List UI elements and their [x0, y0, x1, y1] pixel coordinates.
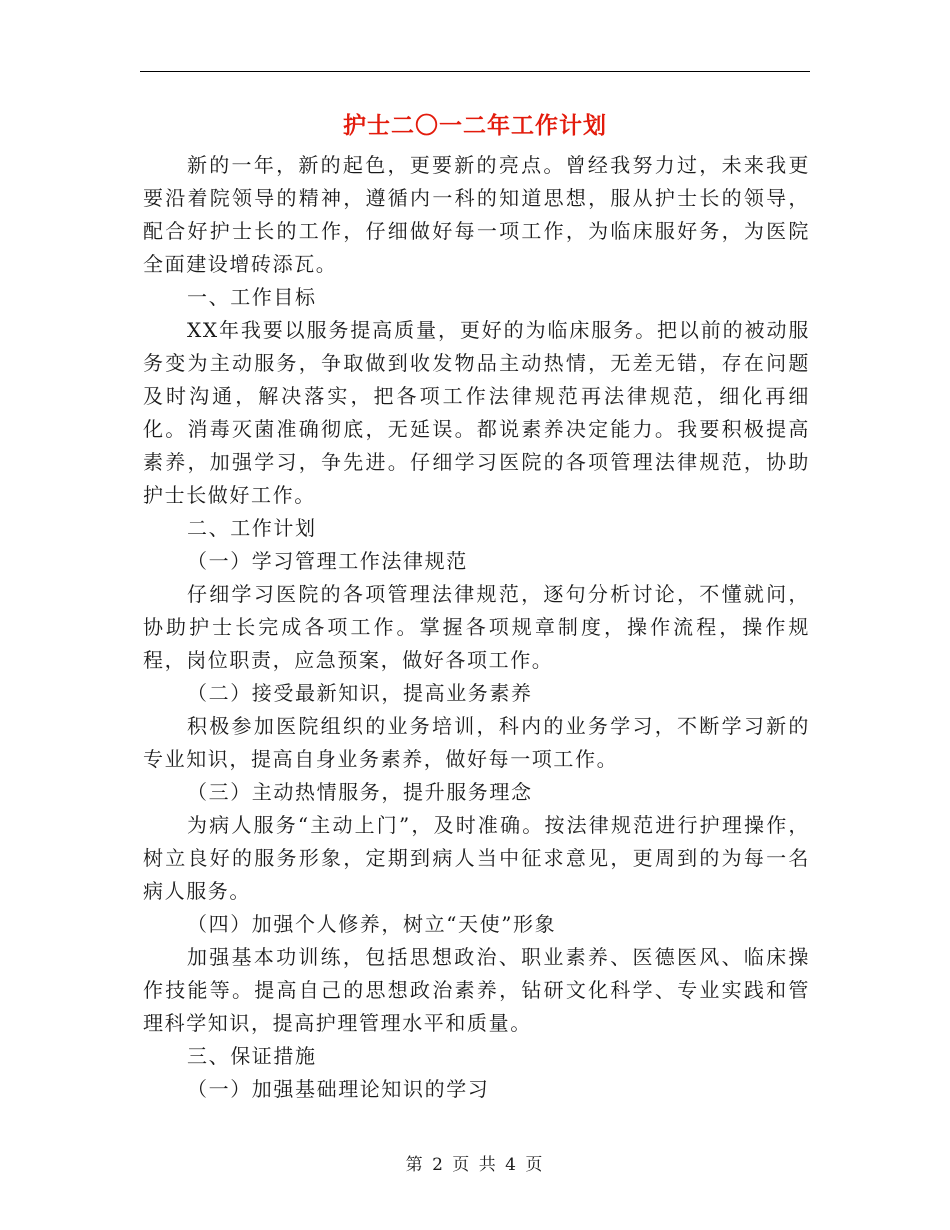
learn-rules-paragraph: 仔细学习医院的各项管理法律规范，逐句分析讨论，不懂就问，协助护士长完成各项工作。掌握各项规章制度，操作流程，操作规程，岗位职责，应急预案，做好各项工作。 — [143, 582, 810, 672]
page-number: 第 2 页 共 4 页 — [405, 1155, 545, 1175]
new-knowledge-paragraph: 积极参加医院组织的业务培训，科内的业务学习，不断学习新的专业知识，提高自身业务素养，做好每一项工作。 — [143, 714, 810, 771]
header-rule — [140, 71, 810, 72]
subheading-service: （三）主动热情服务，提升服务理念 — [187, 780, 533, 804]
subheading-new-knowledge: （二）接受最新知识，提高业务素养 — [187, 681, 533, 705]
subheading-self-cultivation: （四）加强个人修养，树立“天使”形象 — [187, 912, 557, 936]
subheading-theory-study: （一）加强基础理论知识的学习 — [187, 1077, 490, 1101]
subheading-learn-rules: （一）学习管理工作法律规范 — [187, 549, 468, 573]
document-body — [143, 149, 810, 1106]
section-heading-measures: 三、保证措施 — [187, 1044, 317, 1068]
goals-paragraph: XX年我要以服务提高质量，更好的为临床服务。把以前的被动服务变为主动服务，争取做到收发物品主动热情，无差无错，存在问题及时沟通，解决落实，把各项工作法律规范再法律规范，细化再细化。消毒灭菌准确彻底，无延误。都说素养决定能力。我要积极提高素养，加强学习，争先进。仔细学习医院的各项管理法律规范，协助护士长做好工作。 — [143, 318, 810, 507]
section-heading-plan: 二、工作计划 — [187, 516, 317, 540]
intro-paragraph: 新的一年，新的起色，更要新的亮点。曾经我努力过，未来我更要沿着院领导的精神，遵循内一科的知道思想，服从护士长的领导，配合好护士长的工作，仔细做好每一项工作，为临床服好务，为医院全面建设增砖添瓦。 — [143, 153, 810, 276]
self-cultivation-paragraph: 加强基本功训练，包括思想政治、职业素养、医德医风、临床操作技能等。提高自己的思想政治素养，钻研文化科学、专业实践和管理科学知识，提高护理管理水平和质量。 — [143, 945, 810, 1035]
section-heading-goals: 一、工作目标 — [187, 285, 317, 309]
service-paragraph: 为病人服务“主动上门”，及时准确。按法律规范进行护理操作，树立良好的服务形象，定期到病人当中征求意见，更周到的为每一名病人服务。 — [143, 813, 810, 903]
document-title: 护士二〇一二年工作计划 — [343, 112, 607, 139]
